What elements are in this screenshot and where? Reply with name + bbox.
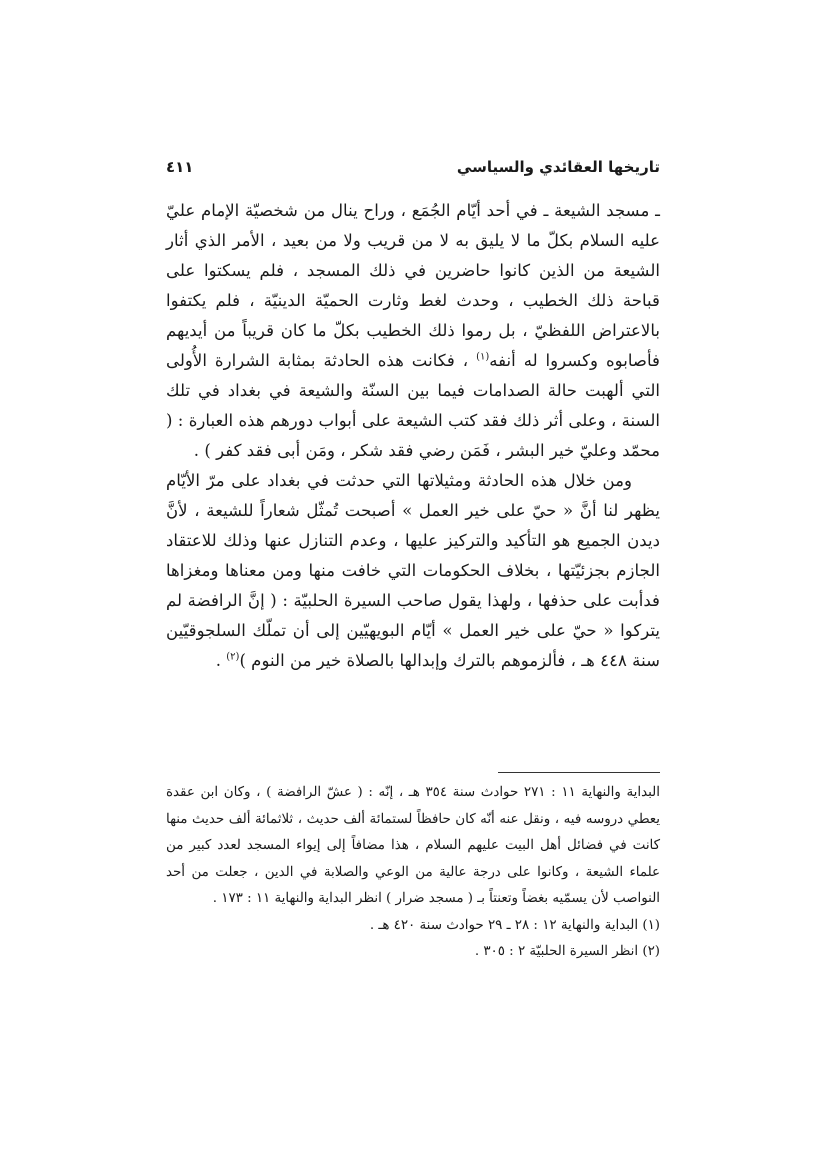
paragraph-2-text-b: . — [215, 651, 221, 670]
footnote-1: (١) البداية والنهاية ١٢ : ٢٨ ـ ٢٩ حوادث سنة ٤٢٠ هـ . — [369, 917, 660, 933]
paragraph-2-text-a: ومن خلال هذه الحادثة ومثيلاتها التي حدثت في بغداد على مرّ الأيّام يظهر لنا أنَّ « حيّ على خير العمل » أصبحت تُمثّل شعاراً للشيعة ، لأنَّ ديدن الجميع هو التأكيد والتركيز عليها ، وعدم التنازل عنها وذلك للاعتقاد الجازم بجزئيّتها ، بخلاف الحكومات التي خافت منها ومن معناها ومغزاها فدأبت على حذفها ، ولهذا يقول صاحب السيرة الحلبيّة : ( إنَّ الرافضة لم يتركوا « حيّ على خير العمل » أيّام البويهيّين إلى أن تملّك السلجوقيّين سنة ٤٤٨ هـ ، فألزموهم بالترك وإبدالها بالصلاة خير من النوم ) — [166, 471, 660, 670]
footnote-2: (٢) انظر السيرة الحلبيّة ٢ : ٣٠٥ . — [474, 944, 660, 959]
page-number: ٤١١ — [166, 158, 194, 176]
footnote-ref-2: (٢) — [226, 651, 240, 663]
running-header — [166, 158, 660, 182]
paragraph-1-text-a: ـ مسجد الشيعة ـ في أحد أيّام الجُمَع ، وراح ينال من شخصيّة الإمام عليّ عليه السلام بكلّ ما لا يليق به لا من قريب ولا من بعيد ، الأمر الذي أثار الشيعة من الذين كانوا حاضرين في ذلك المسجد ، فلم يسكتوا على قباحة ذلك الخطيب ، وحدث لغط وثارت الحميّة الدينيّة ، فلم يكتفوا بالاعتراض اللفظيّ ، بل رموا ذلك الخطيب بكلّ ما كان قريباً من أيديهم فأصابوه وكسروا له أنفه — [166, 201, 660, 370]
paragraph-2 — [166, 466, 660, 676]
footnotes-section — [166, 780, 660, 966]
running-title: تاريخها العقائدي والسياسي — [456, 158, 660, 176]
footnote-divider — [498, 772, 660, 773]
main-text — [166, 196, 660, 676]
footnote-ref-1: (١) — [476, 351, 490, 363]
paragraph-1-text-b: ، فكانت هذه الحادثة بمثابة الشرارة الأُولى التي ألهبت حالة الصدامات فيما بين السنّة والشيعة في بغداد في تلك السنة ، وعلى أثر ذلك فقد كتب الشيعة على أبواب دورهم هذه العبارة : ( محمّد وعليّ خير البشر ، فَمَن رضي فقد شكر ، ومَن أبى فقد كفر ) . — [166, 351, 660, 460]
paragraph-1 — [166, 196, 660, 466]
footnote-continued: البداية والنهاية ١١ : ٢٧١ حوادث سنة ٣٥٤ هـ ، إنّه : ( عشّ الرافضة ) ، وكان ابن عقدة يعطي دروسه فيه ، ونقل عنه أنّه كان حافظاً لستمائة ألف حديث ، ثلاثمائة ألف حديث منها كانت في فضائل أهل البيت عليهم السلام ، هذا مضافاً إلى إيواء المسجد لعدد كبير من علماء الشيعة ، وكانوا على درجة عالية من الوعي والصلابة في الدين ، جعلت من أحد النواصب لأن يسمّيه بغضاً وتعنتاً بـ ( مسجد ضرار ) انظر البداية والنهاية ١١ : ١٧٣ . — [166, 785, 660, 906]
